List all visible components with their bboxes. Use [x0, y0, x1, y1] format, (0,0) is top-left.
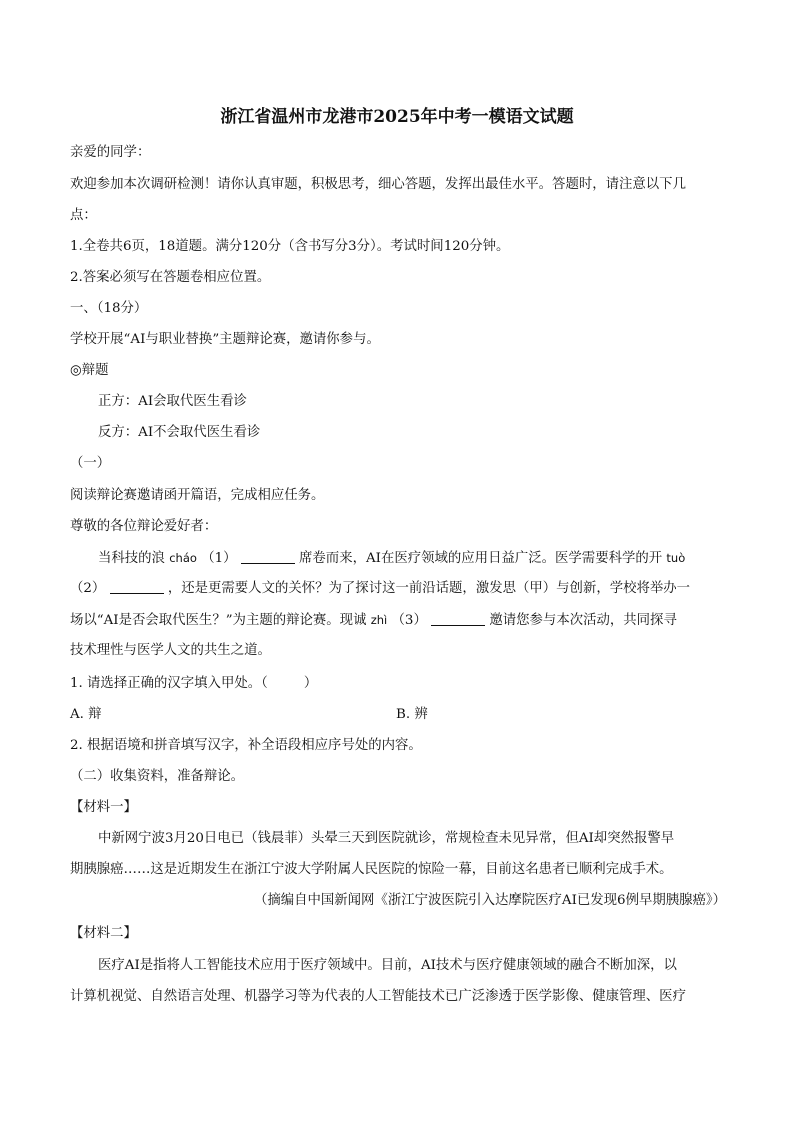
- blank-1[interactable]: [241, 549, 295, 564]
- question-1: 1. 请选择正确的汉字填入甲处。（ ）: [70, 676, 318, 691]
- question-1-options: [70, 705, 726, 725]
- material-1-heading: 【材料一】: [70, 800, 137, 815]
- negative-side: 反方：AI不会取代医生看诊: [98, 425, 261, 440]
- intro-line-2: 点：: [70, 208, 97, 223]
- material-2-line-1: 医疗AI是指将人工智能技术应用于医疗领域中。目前，AI技术与医疗健康领域的融合不断加深，以: [98, 958, 677, 973]
- activity-intro: 学校开展“AI与职业替换”主题辩论赛，邀请你参与。: [70, 332, 380, 347]
- part-1-task: 阅读辩论赛邀请函开篇语，完成相应任务。: [70, 488, 325, 503]
- material-2-heading: 【材料二】: [70, 926, 137, 941]
- invitation-line-1: 当科技的浪 cháo （1） 席卷而来，AI在医疗领域的应用日益广泛。医学需要科学的开 tuò: [98, 551, 686, 566]
- section-heading: 一、（18分）: [70, 301, 148, 316]
- question-2: 2. 根据语境和拼音填写汉字，补全语段相应序号处的内容。: [70, 738, 422, 753]
- intro-line-1: 欢迎参加本次调研检测！请你认真审题，积极思考，细心答题，发挥出最佳水平。答题时，请注意以下几: [70, 177, 686, 192]
- affirmative-side: 正方：AI会取代医生看诊: [98, 394, 247, 409]
- topic-heading: ◎辩题: [70, 363, 109, 378]
- material-1-source: （摘编自中国新闻网《浙江宁波医院引入达摩院医疗AI已发现6例早期胰腺癌》）: [253, 893, 726, 908]
- pinyin-2: tuò: [666, 551, 686, 565]
- invitation-line-3: 场以“AI是否会取代医生？”为主题的辩论赛。现诚 zhì （3） 邀请您参与本次活动，共同探寻: [70, 613, 677, 628]
- blank-3[interactable]: [431, 611, 485, 626]
- note-2: 2.答案必须写在答题卷相应位置。: [70, 270, 271, 285]
- option-a[interactable]: A. 辩: [70, 707, 102, 722]
- material-2-line-2: 计算机视觉、自然语言处理、机器学习等为代表的人工智能技术已广泛渗透于医学影像、健康管理、医疗: [70, 989, 686, 1004]
- material-1-line-1: 中新网宁波3月20日电已（钱晨菲）头晕三天到医院就诊，常规检查未见异常，但AI却突然报警早: [98, 831, 675, 846]
- option-b[interactable]: B. 辨: [396, 707, 428, 722]
- invitation-line-2: （2） ，还是更需要人文的关怀？为了探讨这一前沿话题，激发思（甲）与创新，学校将举办一: [70, 581, 691, 596]
- part-2-heading: （二）收集资料，准备辩论。: [70, 769, 245, 784]
- pinyin-3: zhì: [370, 613, 388, 627]
- note-1: 1.全卷共6页，18道题。满分120分（含书写分3分）。考试时间120分钟。: [70, 239, 510, 254]
- greeting: 亲爱的同学：: [70, 145, 151, 160]
- salutation: 尊敬的各位辩论爱好者：: [70, 519, 218, 534]
- blank-2[interactable]: [110, 579, 164, 594]
- part-1-heading: （一）: [70, 456, 111, 471]
- page-title: 浙江省温州市龙港市2025年中考一模语文试题: [220, 107, 574, 127]
- invitation-line-4: 技术理性与医学人文的共生之道。: [70, 643, 271, 658]
- pinyin-1: cháo: [169, 551, 197, 565]
- material-1-line-2: 期胰腺癌……这是近期发生在浙江宁波大学附属人民医院的惊险一幕，目前这名患者已顺利完成手术。: [70, 862, 673, 877]
